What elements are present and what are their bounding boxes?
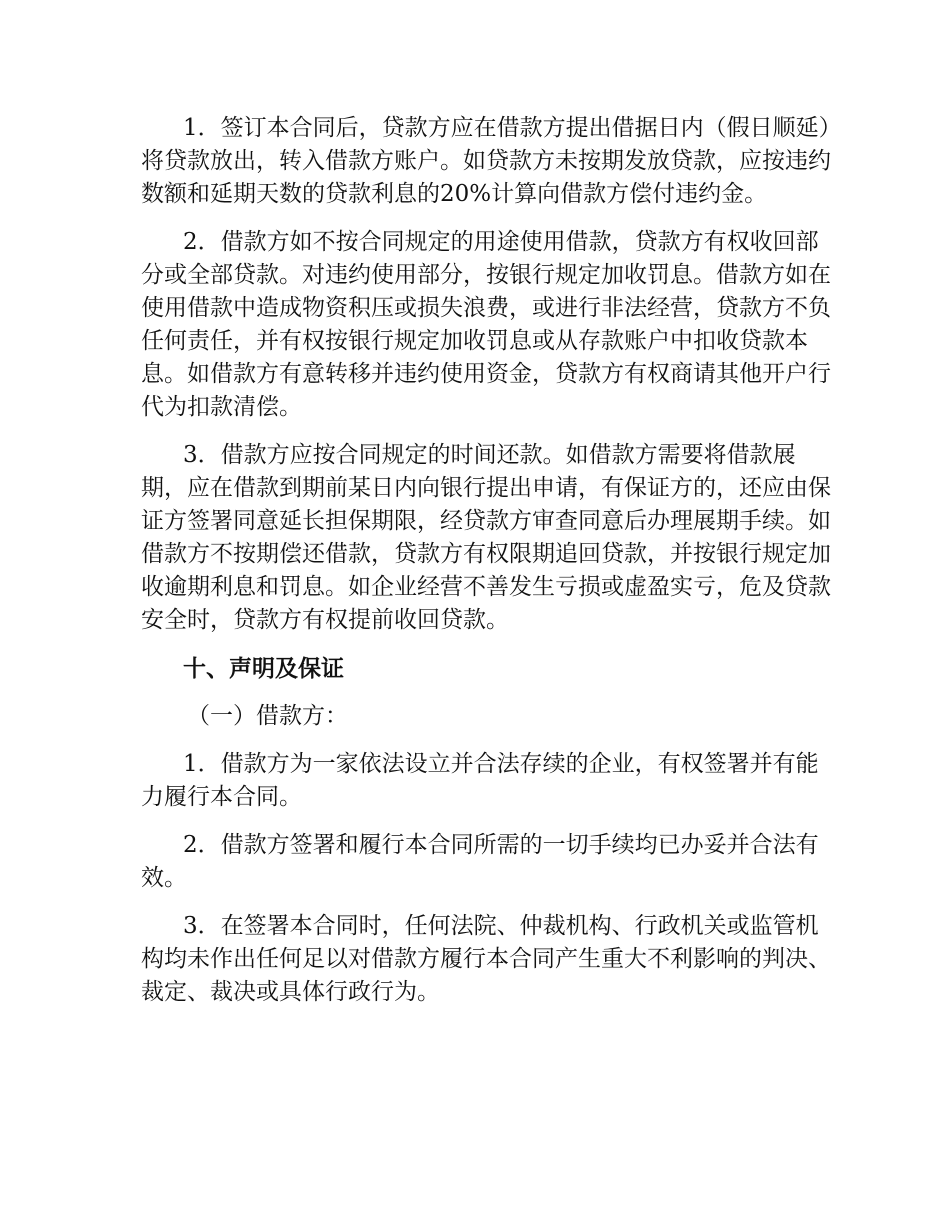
clause-paragraph-1: 1．签订本合同后，贷款方应在借款方提出借据日内（假日顺延）将贷款放出，转入借款方账户。如贷款方未按期发放贷款，应按违约数额和延期天数的贷款利息的20%计算向借款方偿付违约金。 (141, 115, 831, 207)
warranty-paragraph-3: 3．在签署本合同时，任何法院、仲裁机构、行政机关或监管机构均未作出任何足以对借款方履行本合同产生重大不利影响的判决、裁定、裁决或具体行政行为。 (141, 913, 831, 1005)
clause-paragraph-2: 2．借款方如不按合同规定的用途使用借款，贷款方有权收回部分或全部贷款。对违约使用部分，按银行规定加收罚息。借款方如在使用借款中造成物资积压或损失浪费，或进行非法经营，贷款方不负任何责任，并有权按银行规定加收罚息或从存款账户中扣收贷款本息。如借款方有意转移并违约使用资金，贷款方有权商请其他开户行代为扣款清偿。 (141, 229, 831, 420)
warranty-paragraph-2: 2．借款方签署和履行本合同所需的一切手续均已办妥并合法有效。 (141, 832, 819, 891)
document-body (141, 112, 831, 1024)
sub-heading: （一）借款方： (187, 703, 348, 729)
clause-paragraph-3: 3．借款方应按合同规定的时间还款。如借款方需要将借款展期，应在借款到期前某日内向银行提出申请，有保证方的，还应由保证方签署同意延长担保期限，经贷款方审查同意后办理展期手续。如借款方不按期偿还借款，贷款方有权限期追回贷款，并按银行规定加收逾期利息和罚息。如企业经营不善发生亏损或虚盈实亏，危及贷款安全时，贷款方有权提前收回贷款。 (141, 442, 831, 633)
warranty-paragraph-1: 1．借款方为一家依法设立并合法存续的企业，有权签署并有能力履行本合同。 (141, 751, 819, 810)
section-heading: 十、声明及保证 (183, 655, 344, 682)
